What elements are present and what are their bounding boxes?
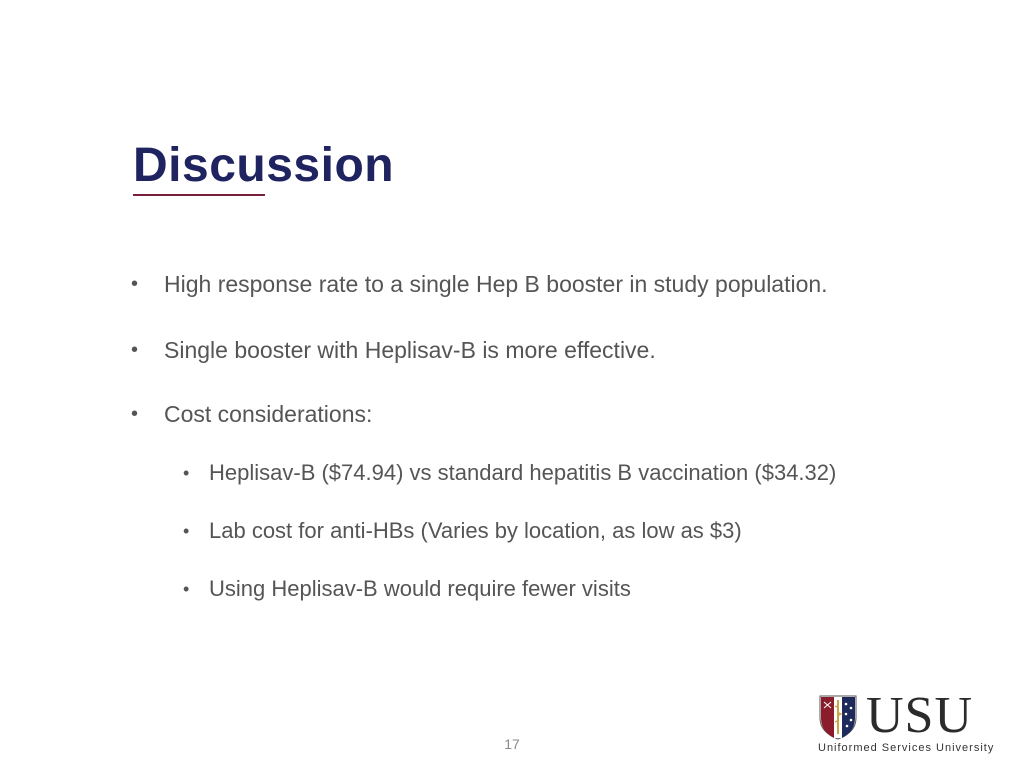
bullet-text: Single booster with Heplisav-B is more effective. bbox=[164, 337, 656, 363]
bullet-dot: • bbox=[131, 273, 139, 295]
bullet-text: High response rate to a single Hep B booster in study population. bbox=[164, 271, 828, 297]
bullet-item bbox=[131, 399, 373, 429]
bullet-dot: • bbox=[131, 403, 139, 425]
bullet-dot: • bbox=[131, 339, 139, 361]
sub-bullet-text: Heplisav-B ($74.94) vs standard hepatitis B vaccination ($34.32) bbox=[209, 460, 837, 485]
sub-bullet-text: Lab cost for anti-HBs (Varies by location, as low as $3) bbox=[209, 518, 742, 543]
bullet-item bbox=[131, 269, 828, 299]
sub-bullet-item bbox=[183, 458, 837, 488]
slide-title: Discussion bbox=[133, 139, 395, 192]
logo-wordmark: USU bbox=[866, 687, 974, 744]
sub-bullet-item bbox=[183, 574, 631, 604]
page-number: 17 bbox=[504, 736, 520, 752]
sub-bullet-item bbox=[183, 516, 742, 546]
bullet-text: Cost considerations: bbox=[164, 401, 373, 427]
logo-subtitle: Uniformed Services University bbox=[818, 742, 995, 754]
sub-bullet-text: Using Heplisav-B would require fewer visits bbox=[209, 576, 631, 601]
bullet-dot: • bbox=[183, 463, 190, 483]
title-underline bbox=[133, 194, 265, 196]
usu-logo bbox=[816, 687, 1006, 760]
bullet-dot: • bbox=[183, 521, 190, 541]
shield-icon bbox=[818, 694, 858, 740]
bullet-dot: • bbox=[183, 579, 190, 599]
bullet-item bbox=[131, 335, 656, 365]
